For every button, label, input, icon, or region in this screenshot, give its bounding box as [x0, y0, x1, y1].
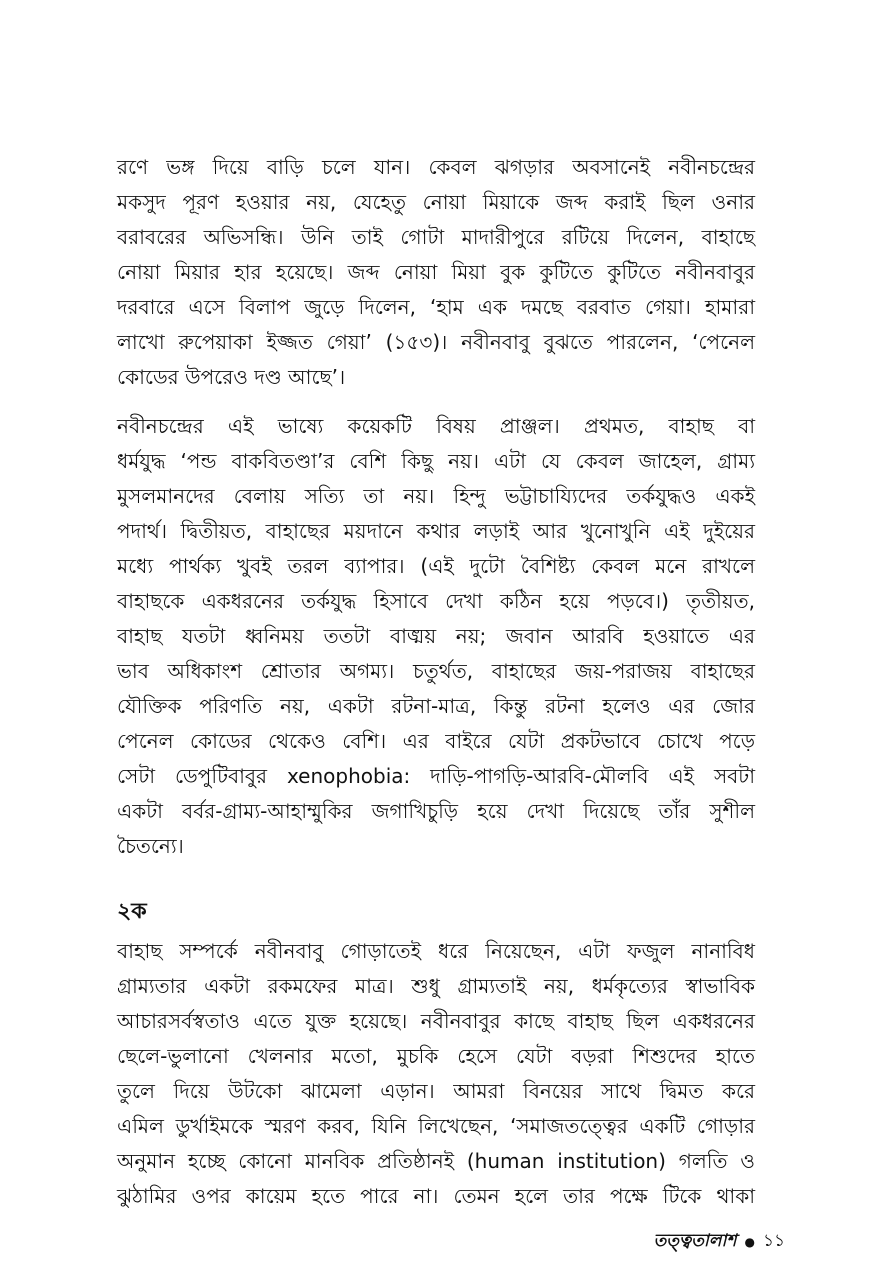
text-line: কোডের উপরেও দণ্ড আছে’। — [117, 365, 346, 389]
text-line: যৌক্তিক পরিণতি নয়, একটা রটনা-মাত্র, কিন্তু রটনা হলেও এর জোর — [117, 694, 755, 718]
text-line: বাহাছ সম্পর্কে নবীনবাবু গোড়াতেই ধরে নিয়েছেন, এটা ফজুল নানাবিধ — [117, 939, 755, 963]
section-heading: ২ক — [117, 899, 147, 924]
text-line: ঝুঠামির ওপর কায়েম হতে পারে না। তেমন হলে তার পক্ষে টিকে থাকা — [117, 1184, 755, 1208]
page-number: ১১ — [762, 1231, 785, 1251]
text-line: পদার্থ। দ্বিতীয়ত, বাহাছের ময়দানে কথার লড়াই আর খুনোখুনি এই দুইয়ের — [117, 519, 755, 543]
running-title: তত্ত্বতালাশ — [653, 1231, 737, 1251]
text-line: বাহাছ যতটা ধ্বনিময় ততটা বাঙ্ময় নয়; জবান আরবি হওয়াতে এর — [117, 624, 755, 648]
text-line: বরাবরের অভিসন্ধি। উনি তাই গোটা মাদারীপুরে রটিয়ে দিলেন, বাহাছে — [117, 225, 755, 249]
text-line: মধ্যে পার্থক্য খুবই তরল ব্যাপার। (এই দুটো বৈশিষ্ট্য কেবল মনে রাখলে — [117, 554, 755, 578]
text-line: আচারসর্বস্বতাও এতে যুক্ত হয়েছে। নবীনবাবুর কাছে বাহাছ ছিল একধরনের — [117, 1009, 755, 1033]
page-body — [117, 150, 755, 1214]
text-line: তুলে দিয়ে উটকো ঝামেলা এড়ান। আমরা বিনয়ের সাথে দ্বিমত করে — [117, 1079, 755, 1103]
text-line: এমিল ডুর্খাইমকে স্মরণ করব, যিনি লিখেছেন, ‘সমাজতত্ত্বের একটি গোড়ার — [117, 1114, 755, 1138]
text-line: বাহাছকে একধরনের তর্কযুদ্ধ হিসাবে দেখা কঠিন হয়ে পড়বে।) তৃতীয়ত, — [117, 589, 755, 613]
text-line: পেনেল কোডের থেকেও বেশি। এর বাইরে যেটা প্রকটভাবে চোখে পড়ে — [117, 729, 755, 753]
text-line: ভাব অধিকাংশ শ্রোতার অগম্য। চতুর্থত, বাহাছের জয়-পরাজয় বাহাছের — [117, 659, 755, 683]
text-line: রণে ভঙ্গ দিয়ে বাড়ি চলে যান। কেবল ঝগড়ার অবসানেই নবীনচন্দ্রের — [117, 155, 755, 179]
text-line: মকসুদ পূরণ হওয়ার নয়, যেহেতু নোয়া মিয়াকে জব্দ করাই ছিল ওনার — [117, 190, 755, 214]
paragraph-1 — [117, 150, 755, 395]
bullet-separator: ● — [744, 1235, 755, 1249]
text-line: গ্রাম্যতার একটা রকমফের মাত্র। শুধু গ্রাম্যতাই নয়, ধর্মকৃত্যের স্বাভাবিক — [117, 974, 755, 998]
text-line: দরবারে এসে বিলাপ জুড়ে দিলেন, ‘হাম এক দমছে বরবাত গেয়া। হামারা — [117, 295, 755, 319]
text-line: একটা বর্বর-গ্রাম্য-আহাম্মুকির জগাখিচুড়ি হয়ে দেখা দিয়েছে তাঁর সুশীল — [117, 799, 755, 823]
text-line: চৈতন্যে। — [117, 834, 184, 858]
paragraph-3 — [117, 934, 755, 1214]
paragraph-2 — [117, 409, 755, 864]
text-line: ছেলে-ভুলানো খেলনার মতো, মুচকি হেসে যেটা বড়রা শিশুদের হাতে — [117, 1044, 755, 1068]
page-footer — [654, 1228, 786, 1256]
text-line: ধর্মযুদ্ধ ‘পন্ড বাকবিতণ্ডা’র বেশি কিছু নয়। এটা যে কেবল জাহেল, গ্রাম্য — [117, 449, 755, 473]
text-line: সেটা ডেপুটিবাবুর xenophobia: দাড়ি-পাগড়ি-আরবি-মৌলবি এই সবটা — [117, 764, 755, 788]
text-line: নবীনচন্দ্রের এই ভাষ্যে কয়েকটি বিষয় প্রাঞ্জল। প্রথমত, বাহাছ বা — [117, 414, 755, 438]
text-line: নোয়া মিয়ার হার হয়েছে। জব্দ নোয়া মিয়া বুক কুটিতে কুটিতে নবীনবাবুর — [117, 260, 755, 284]
text-line: মুসলমানদের বেলায় সত্যি তা নয়। হিন্দু ভট্টাচায্যিদের তর্কযুদ্ধও একই — [117, 484, 755, 508]
text-line: লাখো রুপেয়াকা ইজ্জত গেয়া’ (১৫৩)। নবীনবাবু বুঝতে পারলেন, ‘পেনেল — [117, 330, 755, 354]
text-line: অনুমান হচ্ছে কোনো মানবিক প্রতিষ্ঠানই (human institution) গলতি ও — [117, 1149, 755, 1173]
